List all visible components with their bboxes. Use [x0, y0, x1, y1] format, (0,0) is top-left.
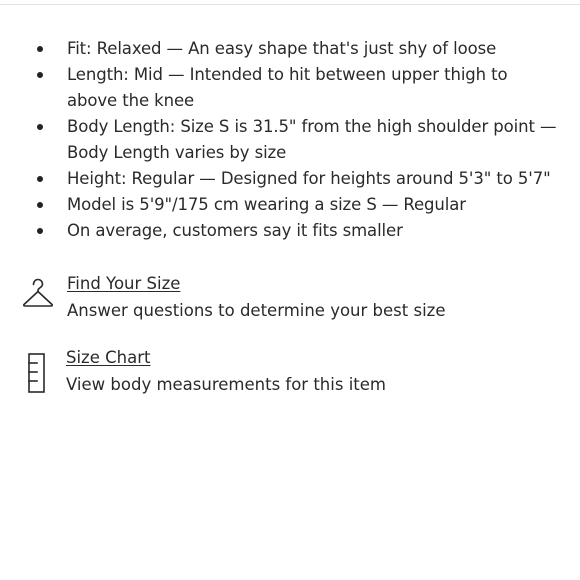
bullet — [37, 46, 43, 52]
bullet — [37, 228, 43, 234]
bullet — [37, 202, 43, 208]
fit-detail-item — [0, 166, 580, 192]
fit-details-list — [0, 36, 580, 244]
size-chart-section — [0, 346, 580, 398]
ruler-icon[interactable] — [27, 352, 47, 398]
fit-detail-item — [0, 218, 580, 244]
fit-detail-item — [0, 62, 580, 114]
top-divider — [0, 4, 580, 5]
size-chart-description: View body measurements for this item — [66, 375, 386, 394]
find-your-size-section — [0, 272, 580, 324]
bullet — [37, 72, 43, 78]
hanger-icon[interactable] — [22, 276, 54, 316]
fit-detail-item — [0, 36, 580, 62]
fit-detail-item — [0, 114, 580, 166]
fit-detail-text: Body Length: Size S is 31.5" from the high shoulder point — Body Length varies by size — [67, 117, 557, 162]
fit-detail-text: Model is 5'9"/175 cm wearing a size S — Regular — [67, 195, 466, 214]
fit-detail-text: Length: Mid — Intended to hit between upper thigh to above the knee — [67, 65, 508, 110]
fit-detail-text: On average, customers say it fits smaller — [67, 221, 403, 240]
bullet — [37, 176, 43, 182]
fit-detail-text: Height: Regular — Designed for heights around 5'3" to 5'7" — [67, 169, 551, 188]
find-your-size-description: Answer questions to determine your best size — [67, 301, 446, 320]
size-chart-link[interactable]: Size Chart — [66, 348, 151, 367]
fit-detail-text: Fit: Relaxed — An easy shape that's just shy of loose — [67, 39, 497, 58]
bullet — [37, 124, 43, 130]
find-your-size-link[interactable]: Find Your Size — [67, 274, 181, 293]
fit-detail-item — [0, 192, 580, 218]
